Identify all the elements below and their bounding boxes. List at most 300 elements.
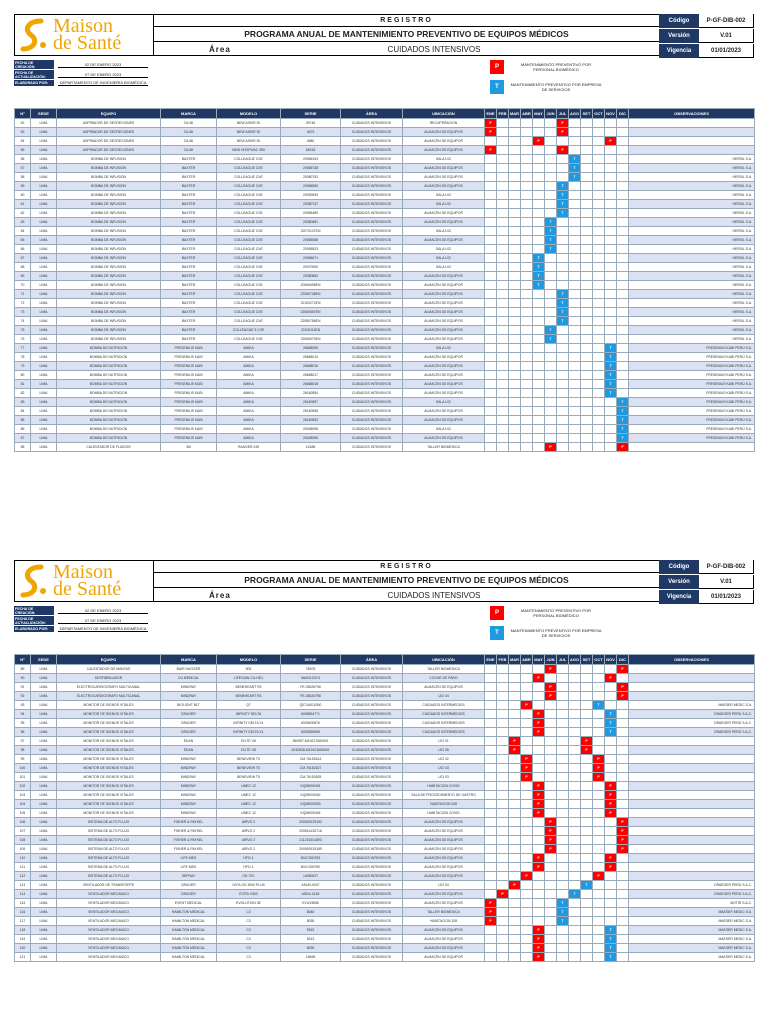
- month-cell-mar: [509, 308, 521, 317]
- cell-ubicacion: SALA UCI: [403, 245, 485, 254]
- month-cell-may: [533, 665, 545, 674]
- cell-observaciones: MOTIR S.A.C.: [629, 899, 755, 908]
- month-cell-nov: [605, 416, 617, 425]
- month-cell-dic: [617, 173, 629, 182]
- codigo-value: P-GF-DIB-002: [699, 560, 754, 574]
- month-cell-jun: [545, 800, 557, 809]
- cell-ubicacion: HABITACION COVID: [403, 782, 485, 791]
- month-cell-jun: [545, 371, 557, 380]
- column-header: N°: [15, 655, 31, 665]
- version-value: V.01: [699, 575, 754, 589]
- table-row: [15, 953, 755, 962]
- month-cell-nov: [605, 317, 617, 326]
- maintenance-mark-may: P: [533, 809, 545, 818]
- month-cell-may: [533, 308, 545, 317]
- month-cell-feb: [497, 173, 509, 182]
- month-cell-ago: [569, 236, 581, 245]
- update-date-value: 07 DE ENERO 2023: [58, 72, 148, 78]
- month-cell-may: [533, 191, 545, 200]
- month-cell-dic: [617, 218, 629, 227]
- cell-equipo: ELECTROCARDIOGRAFO MULTICANAL: [57, 692, 161, 701]
- cell-marca: DRAGER: [161, 881, 217, 890]
- column-header: SET: [581, 655, 593, 665]
- month-cell-set: [581, 872, 593, 881]
- month-cell-jul: [557, 137, 569, 146]
- month-cell-dic: [617, 899, 629, 908]
- cell-area: CUIDADOS INTENSIVOS: [341, 863, 403, 872]
- cell-observaciones: [629, 737, 755, 746]
- cell-observaciones: MAESER MEDIC S.A.: [629, 926, 755, 935]
- cell-equipo: ELECTROCARDIOGRAFO MULTICANAL: [57, 683, 161, 692]
- month-cell-mar: [509, 380, 521, 389]
- cell-area: CUIDADOS INTENSIVOS: [341, 845, 403, 854]
- cell-equipo: BOMBA DE INFUSION: [57, 164, 161, 173]
- maintenance-mark-may: T: [533, 263, 545, 272]
- cell-modelo: COLLEAGUE CXE: [217, 281, 281, 290]
- month-cell-jul: [557, 809, 569, 818]
- month-cell-jun: [545, 353, 557, 362]
- cell-ubicacion: ALMACEN DE EQUIPOS: [403, 872, 485, 881]
- table-row: [15, 254, 755, 263]
- cell-sede: LIMA: [31, 407, 57, 416]
- cell-modelo: OXYLOG 3000 PLUS: [217, 881, 281, 890]
- cell-ubicacion: SALA DE PROCEDIMIENTO DE GASTRO: [403, 791, 485, 800]
- cell-modelo: NEW HOSPIVAC 350: [217, 146, 281, 155]
- table-row: [15, 683, 755, 692]
- cell-serie: 20065550: [281, 182, 341, 191]
- month-cell-ago: [569, 836, 581, 845]
- cell-sede: LIMA: [31, 119, 57, 128]
- cell-observaciones: HERSIL S.A.: [629, 335, 755, 344]
- month-cell-ago: [569, 917, 581, 926]
- cell-marca: FRESENIUS KABI: [161, 416, 217, 425]
- cell-modelo: NEW ASKIR 30: [217, 137, 281, 146]
- cell-n: 72: [15, 299, 31, 308]
- month-cell-jun: [545, 173, 557, 182]
- month-cell-abr: [521, 710, 533, 719]
- month-cell-mar: [509, 773, 521, 782]
- month-cell-set: [581, 899, 593, 908]
- title-block: [154, 560, 659, 602]
- month-cell-mar: [509, 863, 521, 872]
- maintenance-mark-may: T: [533, 254, 545, 263]
- legend-p-text: MANTENIMIENTO PREVENTIVO POR PERSONAL BIOMÉDICO: [520, 608, 592, 618]
- area-label: Área: [209, 591, 231, 600]
- cell-ubicacion: ALMACEN DE EQUIPOS: [403, 899, 485, 908]
- month-cell-abr: [521, 416, 533, 425]
- cell-ubicacion: ALMACEN DE EQUIPOS: [403, 308, 485, 317]
- month-cell-jun: [545, 398, 557, 407]
- month-cell-set: [581, 836, 593, 845]
- table-row: [15, 899, 755, 908]
- cell-equipo: BOMBA DE INFUSION: [57, 236, 161, 245]
- maintenance-mark-jun: P: [545, 845, 557, 854]
- month-cell-mar: [509, 899, 521, 908]
- month-cell-mar: [509, 236, 521, 245]
- cell-marca: CA-MI: [161, 128, 217, 137]
- table-row: [15, 692, 755, 701]
- cell-n: 115: [15, 899, 31, 908]
- table-row: [15, 719, 755, 728]
- cell-sede: LIMA: [31, 146, 57, 155]
- table-row: [15, 863, 755, 872]
- maintenance-mark-oct: P: [593, 872, 605, 881]
- cell-n: 66: [15, 245, 31, 254]
- maintenance-mark-jul: T: [557, 908, 569, 917]
- cell-n: 98: [15, 746, 31, 755]
- month-cell-nov: [605, 164, 617, 173]
- cell-modelo: COLLEAGUE CXE: [217, 209, 281, 218]
- cell-sede: LIMA: [31, 362, 57, 371]
- table-row: [15, 245, 755, 254]
- legend-p-text: MANTENIMIENTO PREVENTIVO POR PERSONAL BIOMÉDICO: [520, 62, 592, 72]
- table-row: [15, 236, 755, 245]
- cell-marca: BAXTER: [161, 209, 217, 218]
- maintenance-mark-nov: T: [605, 944, 617, 953]
- cell-n: 59: [15, 182, 31, 191]
- month-cell-jun: [545, 281, 557, 290]
- cell-n: 88: [15, 443, 31, 452]
- cell-modelo: COLLEAGUE CXE: [217, 200, 281, 209]
- month-cell-ene: [485, 326, 497, 335]
- month-cell-may: [533, 899, 545, 908]
- month-cell-feb: [497, 155, 509, 164]
- month-cell-dic: [617, 128, 629, 137]
- cell-observaciones: [629, 692, 755, 701]
- cell-ubicacion: ALMACEN DE EQUIPOS: [403, 317, 485, 326]
- maintenance-mark-jun: P: [545, 683, 557, 692]
- column-header: SEDE: [31, 109, 57, 119]
- month-cell-jul: [557, 380, 569, 389]
- month-cell-feb: [497, 746, 509, 755]
- month-cell-jul: [557, 335, 569, 344]
- table-row: [15, 398, 755, 407]
- month-cell-jul: [557, 344, 569, 353]
- month-cell-may: [533, 683, 545, 692]
- month-cell-set: [581, 398, 593, 407]
- cell-equipo: BOMBA DE NUTRICION: [57, 371, 161, 380]
- month-cell-dic: [617, 191, 629, 200]
- month-cell-jul: [557, 836, 569, 845]
- month-cell-abr: [521, 119, 533, 128]
- cell-sede: LIMA: [31, 236, 57, 245]
- month-cell-set: [581, 146, 593, 155]
- cell-serie: 20065088: [281, 236, 341, 245]
- month-cell-dic: [617, 935, 629, 944]
- legend-item-p: [490, 604, 610, 622]
- cell-serie: 20080747: [281, 200, 341, 209]
- cell-observaciones: HERSIL S.A.: [629, 227, 755, 236]
- month-cell-jul: [557, 719, 569, 728]
- month-cell-may: [533, 362, 545, 371]
- month-cell-set: [581, 434, 593, 443]
- cell-area: CUIDADOS INTENSIVOS: [341, 917, 403, 926]
- month-cell-abr: [521, 254, 533, 263]
- maintenance-table: [14, 108, 755, 452]
- maintenance-mark-mar: P: [509, 881, 521, 890]
- cell-observaciones: [629, 800, 755, 809]
- maintenance-mark-dic: T: [617, 434, 629, 443]
- month-cell-abr: [521, 218, 533, 227]
- cell-observaciones: HERSIL S.A.: [629, 164, 755, 173]
- month-cell-jun: [545, 308, 557, 317]
- month-cell-jun: [545, 119, 557, 128]
- cell-area: CUIDADOS INTENSIVOS: [341, 674, 403, 683]
- cell-modelo: UMEC 12: [217, 782, 281, 791]
- table-row: [15, 173, 755, 182]
- cell-area: CUIDADOS INTENSIVOS: [341, 200, 403, 209]
- month-cell-ene: [485, 728, 497, 737]
- month-cell-dic: [617, 953, 629, 962]
- month-cell-may: [533, 416, 545, 425]
- month-cell-ene: [485, 818, 497, 827]
- cell-equipo: VENTILADOR MECANICO: [57, 899, 161, 908]
- month-cell-ene: [485, 290, 497, 299]
- month-cell-mar: [509, 425, 521, 434]
- month-cell-may: [533, 335, 545, 344]
- cell-serie: ASKA-0145: [281, 890, 341, 899]
- cell-sede: LIMA: [31, 290, 57, 299]
- cell-area: CUIDADOS INTENSIVOS: [341, 854, 403, 863]
- month-cell-ago: [569, 683, 581, 692]
- month-cell-dic: [617, 809, 629, 818]
- month-cell-ene: [485, 380, 497, 389]
- cell-equipo: BOMBA DE INFUSION: [57, 254, 161, 263]
- cell-observaciones: [629, 764, 755, 773]
- cell-observaciones: MAESER MEDIC S.A.: [629, 935, 755, 944]
- cell-area: CUIDADOS INTENSIVOS: [341, 263, 403, 272]
- month-cell-feb: [497, 146, 509, 155]
- month-cell-dic: [617, 710, 629, 719]
- cell-modelo: C3: [217, 935, 281, 944]
- cell-observaciones: DRAEGER PERÚ S.A.C.: [629, 719, 755, 728]
- month-cell-dic: [617, 371, 629, 380]
- cell-ubicacion: UCI 03: [403, 764, 485, 773]
- cell-sede: LIMA: [31, 863, 57, 872]
- month-cell-oct: [593, 281, 605, 290]
- cell-serie: 360597-M19217660001: [281, 737, 341, 746]
- table-row: [15, 827, 755, 836]
- month-cell-ene: [485, 344, 497, 353]
- maintenance-mark-jun: T: [545, 335, 557, 344]
- month-cell-abr: [521, 182, 533, 191]
- month-cell-set: [581, 173, 593, 182]
- maintenance-mark-nov: P: [605, 854, 617, 863]
- cell-n: 75: [15, 326, 31, 335]
- month-cell-oct: [593, 854, 605, 863]
- month-cell-jul: [557, 728, 569, 737]
- month-cell-feb: [497, 827, 509, 836]
- cell-sede: LIMA: [31, 227, 57, 236]
- cell-equipo: SISTEMA DE ALTO FLUJO: [57, 863, 161, 872]
- cell-marca: BAXTER: [161, 164, 217, 173]
- maintenance-mark-jul: P: [557, 128, 569, 137]
- month-cell-mar: [509, 119, 521, 128]
- month-cell-jun: [545, 809, 557, 818]
- month-cell-ene: [485, 800, 497, 809]
- month-cell-may: [533, 773, 545, 782]
- month-cell-ene: [485, 218, 497, 227]
- cell-observaciones: HERSIL S.A.: [629, 173, 755, 182]
- month-cell-jul: [557, 818, 569, 827]
- month-cell-dic: [617, 227, 629, 236]
- table-row: [15, 263, 755, 272]
- cell-serie: 211215241893: [281, 836, 341, 845]
- cell-sede: LIMA: [31, 191, 57, 200]
- cell-observaciones: [629, 845, 755, 854]
- cell-sede: LIMA: [31, 665, 57, 674]
- month-cell-set: [581, 389, 593, 398]
- month-cell-may: [533, 380, 545, 389]
- cell-ubicacion: ALMACEN DE EQUIPOS: [403, 407, 485, 416]
- cell-modelo: COLLEAGUE 3 CXE: [217, 326, 281, 335]
- month-cell-feb: [497, 128, 509, 137]
- cell-serie: 22060670EN: [281, 335, 341, 344]
- maintenance-mark-may: P: [533, 782, 545, 791]
- month-cell-jul: [557, 227, 569, 236]
- cell-modelo: BENEHEART R3: [217, 692, 281, 701]
- column-header: MAY: [533, 109, 545, 119]
- cell-n: 89: [15, 665, 31, 674]
- cell-modelo: AMIKA: [217, 371, 281, 380]
- month-cell-jul: [557, 845, 569, 854]
- month-cell-jun: [545, 407, 557, 416]
- table-row: [15, 755, 755, 764]
- cell-serie: 200509129189: [281, 845, 341, 854]
- cell-area: CUIDADOS INTENSIVOS: [341, 953, 403, 962]
- month-cell-ago: [569, 182, 581, 191]
- month-cell-oct: [593, 173, 605, 182]
- cell-ubicacion: UCI 03: [403, 773, 485, 782]
- month-cell-dic: [617, 290, 629, 299]
- month-cell-mar: [509, 182, 521, 191]
- month-cell-ago: [569, 254, 581, 263]
- month-cell-ene: [485, 353, 497, 362]
- cell-n: 63: [15, 218, 31, 227]
- cell-sede: LIMA: [31, 674, 57, 683]
- month-cell-set: [581, 281, 593, 290]
- cell-n: 57: [15, 164, 31, 173]
- month-cell-abr: [521, 389, 533, 398]
- vigencia-label: Vigencia: [659, 44, 699, 58]
- month-cell-jul: [557, 710, 569, 719]
- document-header: [14, 14, 754, 56]
- month-cell-oct: [593, 953, 605, 962]
- month-cell-jul: [557, 827, 569, 836]
- maintenance-mark-ago: T: [569, 164, 581, 173]
- month-cell-jul: [557, 245, 569, 254]
- cell-n: 73: [15, 308, 31, 317]
- month-cell-dic: [617, 182, 629, 191]
- month-cell-feb: [497, 674, 509, 683]
- month-cell-oct: [593, 290, 605, 299]
- cell-modelo: C3: [217, 953, 281, 962]
- table-row: [15, 308, 755, 317]
- cell-ubicacion: ALMACEN DE EQUIPOS: [403, 944, 485, 953]
- month-cell-nov: [605, 227, 617, 236]
- author-value: DEPARTAMENTO DE INGENIERÍA BIOMÉDICA: [59, 80, 147, 85]
- month-cell-ago: [569, 191, 581, 200]
- logo-line-1: Maison: [53, 15, 113, 37]
- cell-area: CUIDADOS INTENSIVOS: [341, 290, 403, 299]
- month-cell-oct: [593, 128, 605, 137]
- maintenance-mark-dic: P: [617, 827, 629, 836]
- table-row: [15, 344, 755, 353]
- maintenance-mark-may: P: [533, 953, 545, 962]
- month-cell-abr: [521, 674, 533, 683]
- month-cell-set: [581, 764, 593, 773]
- month-cell-ene: [485, 416, 497, 425]
- month-cell-ene: [485, 665, 497, 674]
- cell-equipo: MONITOR DE SIGNOS VITALES: [57, 800, 161, 809]
- cell-ubicacion: SALA UCI: [403, 263, 485, 272]
- month-cell-abr: [521, 398, 533, 407]
- cell-modelo: AIRVO 2: [217, 845, 281, 854]
- cell-ubicacion: UCI 03: [403, 881, 485, 890]
- cell-ubicacion: ALMACEN DE EQUIPOS: [403, 218, 485, 227]
- table-row: [15, 434, 755, 443]
- month-cell-mar: [509, 290, 521, 299]
- cell-area: CUIDADOS INTENSIVOS: [341, 899, 403, 908]
- month-cell-ago: [569, 227, 581, 236]
- cell-marca: BAXTER: [161, 272, 217, 281]
- month-cell-ago: [569, 137, 581, 146]
- maintenance-mark-mar: P: [509, 746, 521, 755]
- month-cell-oct: [593, 227, 605, 236]
- cell-n: 56: [15, 155, 31, 164]
- cell-observaciones: HERSIL S.A.: [629, 245, 755, 254]
- cell-equipo: BOMBA DE NUTRICION: [57, 398, 161, 407]
- cell-serie: 801C000783: [281, 854, 341, 863]
- month-cell-abr: [521, 863, 533, 872]
- month-cell-ago: [569, 263, 581, 272]
- cell-area: CUIDADOS INTENSIVOS: [341, 227, 403, 236]
- month-cell-set: [581, 299, 593, 308]
- cell-equipo: SISTEMA DE ALTO FLUJO: [57, 818, 161, 827]
- month-cell-ene: [485, 872, 497, 881]
- month-cell-set: [581, 200, 593, 209]
- version-value: V.01: [699, 29, 754, 43]
- month-cell-jul: [557, 665, 569, 674]
- month-cell-ene: [485, 227, 497, 236]
- month-cell-oct: [593, 398, 605, 407]
- month-cell-mar: [509, 764, 521, 773]
- month-cell-may: [533, 755, 545, 764]
- legend-t-symbol: T: [490, 80, 504, 94]
- column-header: DIC: [617, 109, 629, 119]
- month-cell-oct: [593, 719, 605, 728]
- month-cell-feb: [497, 371, 509, 380]
- cell-area: CUIDADOS INTENSIVOS: [341, 326, 403, 335]
- cell-area: CUIDADOS INTENSIVOS: [341, 335, 403, 344]
- cell-marca: BAXTER: [161, 254, 217, 263]
- month-cell-nov: [605, 173, 617, 182]
- cell-n: 90: [15, 674, 31, 683]
- month-cell-oct: [593, 899, 605, 908]
- month-cell-mar: [509, 353, 521, 362]
- cell-sede: LIMA: [31, 755, 57, 764]
- maintenance-mark-nov: T: [605, 710, 617, 719]
- month-cell-set: [581, 353, 593, 362]
- cell-modelo: COLLEAGUE CXE: [217, 236, 281, 245]
- table-row: [15, 443, 755, 452]
- logo-text: [53, 15, 122, 54]
- maintenance-table: [14, 654, 755, 962]
- legend-item-p: [490, 58, 610, 76]
- month-cell-feb: [497, 317, 509, 326]
- cell-marca: MINDRAY: [161, 755, 217, 764]
- month-cell-nov: [605, 326, 617, 335]
